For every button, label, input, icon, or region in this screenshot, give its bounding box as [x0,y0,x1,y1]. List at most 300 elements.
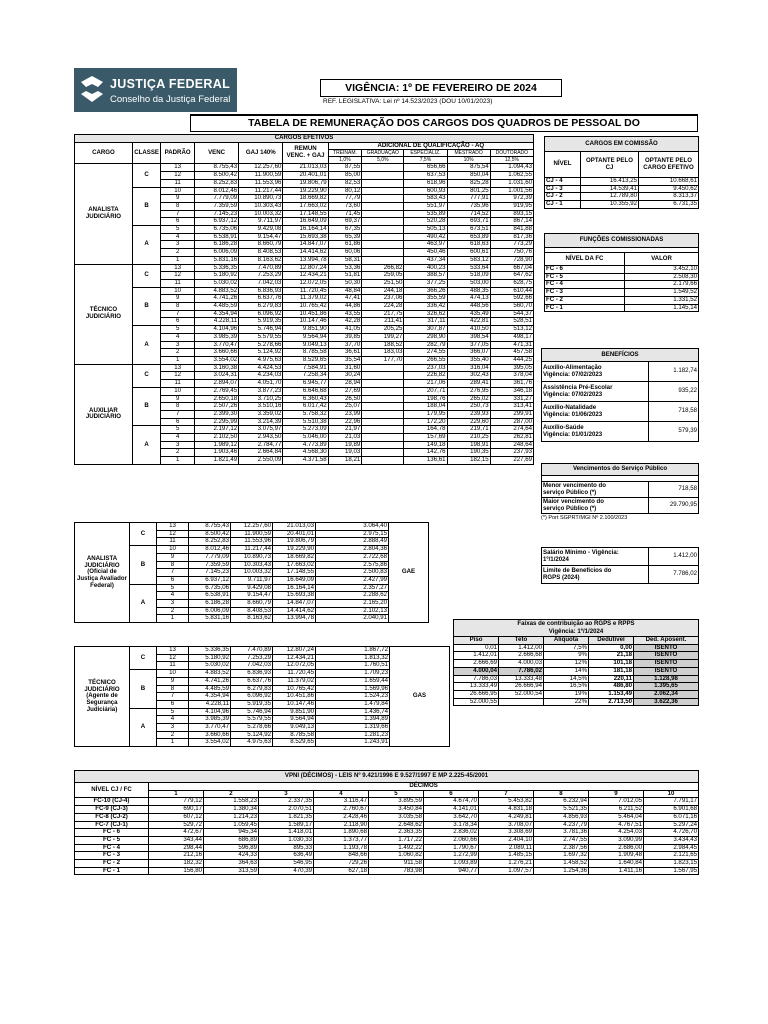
table-cell: 3.770,47 [194,341,238,349]
table-cell: 12 [161,372,195,380]
table-cell: 16.164,14 [273,584,316,592]
table-cell: 2.295,99 [194,418,238,426]
table-cell: 8.500,42 [189,530,231,538]
table-cell: 841,88 [490,226,533,234]
table-cell: 11.900,59 [231,530,273,538]
table-cell: 14.539,41 [581,185,639,193]
table-cell: 5.579,55 [239,333,283,341]
salario-minimo-value: 1.412,00 [649,548,699,566]
table-cell: 9.711,97 [239,218,283,226]
table-cell: 3.452,10 [625,266,699,274]
table-cell: 3.895,59 [369,798,424,806]
funcoes-col-valor: VALOR [625,253,699,266]
salario-minimo-label: Salário Mínimo - Vigência: 1º/1/2024 [542,548,649,566]
table-cell: 355,59 [404,295,447,303]
table-cell: FC - 3 [75,852,149,860]
table-cell: 53,36 [328,264,362,272]
table-cell: 259,05 [362,272,404,280]
table-cell: 2.357,27 [316,584,389,592]
table-cell: 6.637,76 [239,295,283,303]
table-cell: 4.773,89 [283,441,328,449]
pct-doutorado: 12,5% [490,157,533,164]
table-cell: 424,33 [204,852,259,860]
table-cell: 6.071,16 [644,813,699,821]
table-cell [362,434,404,442]
venc-text: Menor vencimento do [543,481,606,489]
table-cell: 13.994,78 [273,615,316,623]
table-cell: 1.412,01 [454,652,499,660]
table-cell: 3 [161,241,195,249]
table-cell: 4.228,11 [194,318,238,326]
table-cell: 5.579,55 [231,716,273,724]
cargo-label: AUXILIAR JUDICIÁRIO [75,364,133,464]
table-cell: 6.006,09 [189,607,231,615]
col-treinam: TREINAM. [328,150,362,157]
table-cell: 3.710,25 [239,395,283,403]
table-cell: 3.450,84 [369,806,424,814]
table-cell: 9.450,62 [639,185,699,193]
table-cell: 11 [161,179,195,187]
table-cell: 490,42 [404,233,447,241]
table-cell [362,418,404,426]
table-cell: 895,33 [259,844,314,852]
table-cell: 1.717,22 [369,836,424,844]
table-cell: 12.807,24 [273,647,316,655]
table-cell: 4.249,81 [479,813,534,821]
table-cell: 600,61 [447,249,490,257]
table-cell: 2.686,00 [589,844,644,852]
table-cell: 207,71 [404,387,447,395]
table-cell: 266,82 [362,264,404,272]
table-cell: 2.804,36 [316,546,389,554]
table-cell: 2.943,50 [239,434,283,442]
table-cell: 10.765,42 [273,685,316,693]
venc-label [542,498,649,514]
table-cell: 10 [161,287,195,295]
faixas-table [453,619,699,706]
table-cell: 82,53 [328,179,362,187]
table-cell: 627,18 [314,867,369,875]
table-cell: 560,70 [490,303,533,311]
table-cell: 8.785,58 [283,349,328,357]
table-cell: 3.708,07 [479,821,534,829]
table-cell: 11 [161,279,195,287]
classe-label: B [130,546,157,585]
col-padrao: PADRÃO [161,142,195,164]
efetivos-body [75,164,534,464]
table-cell: 6.360,43 [283,395,328,403]
table-cell: 1.373,77 [314,836,369,844]
table-cell: FC - 6 [75,829,149,837]
table-cell: 52.000,54 [499,690,544,698]
table-cell: 3 [161,341,195,349]
table-cell: 592,66 [490,295,533,303]
table-cell: 6.735,06 [189,584,231,592]
table-cell: 735,96 [447,202,490,210]
logo-emblem-icon [78,74,106,104]
table-cell: 331,27 [490,395,533,403]
table-cell: 31,60 [328,364,362,372]
table-cell: 2.399,30 [194,410,238,418]
table-cell: 1.272,99 [424,852,479,860]
table-cell: 400,23 [404,264,447,272]
table-cell: 618,63 [447,241,490,249]
table-cell: 36,61 [328,349,362,357]
table-cell: 378,04 [490,372,533,380]
beneficios-body [542,362,699,442]
table-cell: 4.424,53 [239,364,283,372]
table-cell: 6.211,52 [589,806,644,814]
table-cell: 472,67 [149,829,204,837]
table-cell: 4.485,59 [189,685,231,693]
table-cell: 18.669,82 [283,195,328,203]
table-cell: 12 [157,654,189,662]
table-cell: 13 [157,523,189,531]
table-cell: 4.674,70 [424,798,479,806]
vpni-col: 9 [589,790,644,798]
table-cell: 6.538,91 [189,592,231,600]
table-cell: 3 [157,600,189,608]
table-cell: 9 [157,553,189,561]
table-cell: 2.363,35 [369,829,424,837]
table-cell: 8.252,83 [189,538,231,546]
table-cell: 7 [157,693,189,701]
table-cell: 503,00 [447,279,490,287]
table-cell: 10.147,46 [273,700,316,708]
vpni-row [75,829,699,837]
table-cell: 50,30 [328,279,362,287]
table-cell: 850,04 [447,172,490,180]
table-cell: 9 [161,395,195,403]
table-cell: 355,40 [447,356,490,364]
table-cell: 220,11 [589,675,634,683]
funcoes-col-nivel: NÍVEL DA FC [545,253,625,266]
table-cell: 3.308,69 [479,829,534,837]
table-cell: 5.030,02 [194,279,238,287]
table-cell: 8.012,46 [194,187,238,195]
table-cell: 198,91 [447,441,490,449]
table-cell: 636,49 [259,852,314,860]
table-cell: 656,66 [404,164,447,172]
logo-line2: Conselho da Justiça Federal [110,94,231,105]
justica-federal-logo [74,68,237,112]
table-cell: 714,52 [447,210,490,218]
table-cell: 21.013,03 [283,164,328,172]
beneficio-vigencia: Vigência: 07/02/2023 [543,370,603,378]
table-cell: 1 [157,739,189,747]
table-cell: 4 [161,434,195,442]
vpni-body [75,798,699,875]
table-cell: 653,89 [447,233,490,241]
table-cell: 11.553,96 [239,179,283,187]
col-gaj: GAJ 140% [239,142,283,164]
table-cell: 3.024,31 [194,372,238,380]
table-cell [362,449,404,457]
table-cell: 10.890,73 [231,553,273,561]
table-cell: 919,95 [490,202,533,210]
table-cell: 8.529,65 [283,356,328,364]
classe-label: C [132,164,160,187]
empty-cell [429,523,535,623]
table-cell: 1.145,14 [625,304,699,312]
table-cell: 9.851,90 [273,708,316,716]
table-cell: 750,76 [490,249,533,257]
table-cell: 1.821,49 [194,457,238,465]
table-cell: 77,79 [328,195,362,203]
table-cell: 10.355,92 [581,201,639,209]
table-cell: 4 [157,716,189,724]
table-cell: 10.451,86 [273,693,316,701]
table-cell: 298,90 [404,333,447,341]
table-cell: FC - 1 [75,867,149,875]
table-cell: 157,69 [404,434,447,442]
table-cell: 9.049,13 [273,724,316,732]
table-cell: 266,55 [404,356,447,364]
table-cell: 10 [157,670,189,678]
classe-label: A [132,426,160,465]
table-cell: 307,87 [404,326,447,334]
table-cell [362,364,404,372]
table-cell: 1.059,45 [204,821,259,829]
table-cell: 2.666,68 [499,652,544,660]
table-cell: 2.894,07 [194,380,238,388]
table-cell: 48,84 [328,287,362,295]
table-cell: 2.040,91 [316,615,389,623]
table-cell: 9.851,90 [283,326,328,334]
table-cell: 940,77 [424,867,479,875]
table-cell: 1.823,15 [644,860,699,868]
table-cell: 8.163,62 [231,615,273,623]
table-cell: 377,05 [447,341,490,349]
table-cell: 21,03 [328,434,362,442]
vpni-col: 3 [259,790,314,798]
table-cell: 13 [161,364,195,372]
table-cell: FC - 1 [545,304,625,312]
table-cell: 520,28 [404,218,447,226]
vpni-col: 6 [424,790,479,798]
table-cell: 11.720,45 [273,670,316,678]
table-cell: 5.278,66 [231,724,273,732]
table-cell: 8.500,42 [194,172,238,180]
table-cell: 6.232,94 [534,798,589,806]
table-cell: 10 [157,546,189,554]
table-cell: 4.767,51 [589,821,644,829]
table-cell: 2.427,99 [316,576,389,584]
table-cell: 16.649,09 [283,218,328,226]
table-cell: 7.584,91 [283,364,328,372]
table-cell: 1.589,17 [259,821,314,829]
table-cell: 2.121,65 [644,852,699,860]
table-cell: 19,89 [328,441,362,449]
table-cell: 69,37 [328,218,362,226]
gas-table [74,646,450,747]
table-cell: 1.394,89 [316,716,390,724]
table-cell: 3.214,39 [239,418,283,426]
faixa-row [454,667,699,675]
table-cell: 5.273,09 [283,426,328,434]
table-cell: 1.821,35 [259,813,314,821]
table-cell: 6 [157,700,189,708]
table-cell: 10 [161,387,195,395]
table-cell: 65,39 [328,233,362,241]
table-cell: 1.867,72 [316,647,390,655]
table-cell: 12.434,21 [273,654,316,662]
table-cell: 1.411,16 [589,867,644,875]
table-cell: 12.072,05 [283,279,328,287]
gas-body [75,647,450,747]
faixas-col: Piso [454,637,499,645]
table-cell: 4.000,03 [499,660,544,668]
table-cell: 2.769,45 [194,387,238,395]
table-cell: 3.622,36 [634,698,699,706]
table-cell: 41,05 [328,326,362,334]
table-cell: 673,51 [447,226,490,234]
table-cell: 2.165,20 [316,600,389,608]
table-cell: 1.060,82 [369,852,424,860]
table-cell: 11 [161,380,195,388]
table-cell: 4.741,26 [189,677,231,685]
table-cell: 972,39 [490,195,533,203]
table-cell: 3.178,34 [424,821,479,829]
table-cell: 11 [157,662,189,670]
table-cell: 486,80 [589,683,634,691]
table-cell: 457,58 [490,349,533,357]
table-cell [362,226,404,234]
table-cell: 0,00 [589,644,634,652]
table-cell: 1.569,96 [316,685,390,693]
table-cell: FC - 5 [75,836,149,844]
table-cell: 3.064,40 [316,523,389,531]
table-cell: ISENTO [634,644,699,652]
table-cell: 172,20 [404,418,447,426]
table-cell: 9.154,47 [231,592,273,600]
table-cell: 6 [161,218,195,226]
table-cell: 1.989,12 [194,441,238,449]
table-cell: 7.253,29 [231,654,273,662]
table-cell: 4 [157,592,189,600]
beneficio-vigencia: Vigência: 01/06/2023 [543,410,603,418]
table-cell: 2.888,49 [316,538,389,546]
faixa-row [454,698,699,706]
table-cell: 7.791,17 [644,798,699,806]
table-cell: 366,26 [404,287,447,295]
table-cell: 1.903,46 [194,449,238,457]
table-cell: 12.257,60 [231,523,273,531]
table-cell: 1.153,49 [589,690,634,698]
table-cell: 60,06 [328,249,362,257]
table-cell: 2.984,45 [644,844,699,852]
table-cell: 211,41 [362,318,404,326]
table-cell: 23,99 [328,410,362,418]
table-cell: 3.877,23 [239,387,283,395]
vpni-section [74,770,699,875]
table-cell: 395,05 [490,364,533,372]
table-cell: 505,13 [404,226,447,234]
table-cell: 6.096,92 [231,693,273,701]
table-cell: 6.279,83 [231,685,273,693]
table-cell: 3.554,02 [194,356,238,364]
table-cell: 529,72 [149,821,204,829]
table-cell: 1.094,43 [490,164,533,172]
table-cell: 13 [157,647,189,655]
table-cell: 1.031,60 [490,179,533,187]
table-cell: 6.637,76 [231,677,273,685]
classe-label: B [130,670,157,709]
table-cell: 3.434,43 [644,836,699,844]
table-cell: 7.359,59 [189,561,231,569]
table-cell: 1.281,23 [316,731,390,739]
table-cell: 9 [161,295,195,303]
table-cell: 2 [157,607,189,615]
table-cell: 4.831,18 [479,806,534,814]
table-cell: 1.813,32 [316,654,390,662]
vpni-col-numbers [75,790,699,798]
table-cell: 10.890,73 [239,195,283,203]
table-cell: 51,81 [328,272,362,280]
table-cell: 11.720,45 [283,287,328,295]
table-cell: 15.693,38 [273,592,316,600]
table-cell: 1.214,23 [204,813,259,821]
comissao-col-nivel: NÍVEL [545,152,581,178]
table-cell: 1.128,98 [634,675,699,683]
gae-label: GAE [389,523,429,623]
faixas-col: Ded. Aposent. [634,637,699,645]
table-cell: 5 [157,584,189,592]
table-cell: 19,03 [328,449,362,457]
table-cell: 10.147,46 [283,318,328,326]
table-cell: 4.234,03 [239,372,283,380]
table-cell: 39,85 [328,333,362,341]
table-cell: 728,90 [490,256,533,264]
table-cell: 783,98 [369,867,424,875]
table-cell: 3.770,47 [189,724,231,732]
table-cell: 471,31 [490,341,533,349]
classe-label: C [130,523,157,546]
table-cell: 226,82 [404,372,447,380]
table-cell: 422,81 [447,318,490,326]
table-cell: 1.790,67 [424,844,479,852]
table-cell: 5.746,94 [231,708,273,716]
efetivos-table [74,134,534,465]
vpni-col: 4 [314,790,369,798]
table-cell: 5.919,35 [239,318,283,326]
table-cell: 1.479,84 [316,700,390,708]
table-cell: FC - 5 [545,273,625,281]
table-cell: 779,12 [149,798,204,806]
table-cell: 12.789,80 [581,193,639,201]
table-cell: 182,15 [447,457,490,465]
col-remun: REMUN VENC. + GAJ [283,142,328,164]
table-cell [362,395,404,403]
table-cell: 7 [161,210,195,218]
faixas-body [454,644,699,706]
table-cell: 287,00 [490,418,533,426]
col-venc: VENC [194,142,238,164]
table-cell: 4.485,59 [194,303,238,311]
table-cell: 149,18 [404,441,447,449]
table-cell: 9.564,94 [273,716,316,724]
table-cell: 5.453,82 [479,798,534,806]
table-cell: 5.278,66 [239,341,283,349]
table-cell: 265,02 [447,395,490,403]
table-cell: 5 [157,708,189,716]
table-cell: 1.254,36 [534,867,589,875]
table-cell: 6.279,83 [239,303,283,311]
table-cell: 1.485,15 [479,852,534,860]
venc-servico-header: Vencimentos do Serviço Público [542,464,699,476]
gae-table [74,522,535,623]
table-cell: 1.436,74 [316,708,390,716]
